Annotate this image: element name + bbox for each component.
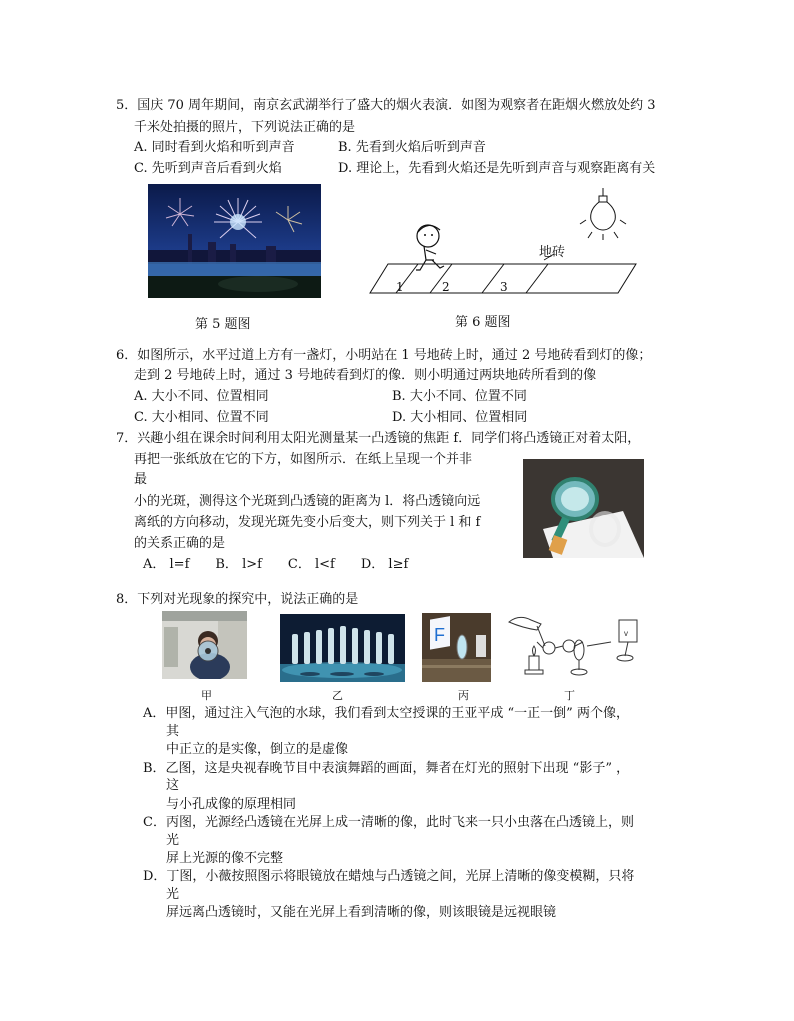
floor-tile-label: 地砖 — [539, 245, 566, 260]
q6-stem-line1: 6．如图所示，水平过道上方有一盏灯，小明站在 1 号地砖上时，通过 2 号地砖看到灯的像； — [116, 348, 652, 363]
lens-photo — [523, 459, 644, 558]
q5-stem-line1: 5．国庆 70 周年期间，南京玄武湖举行了盛大的烟火表演．如图为观察者在距烟火燃放处约 3 — [116, 98, 656, 113]
tile-number-1: 1 — [396, 280, 404, 294]
q5-option-b: B. 先看到火焰后听到声音 — [338, 140, 486, 155]
q5-option-c: C. 先听到声音后看到火焰 — [134, 161, 282, 176]
q8-option-a-line2: 其 — [166, 724, 180, 739]
svg-text:F: F — [434, 625, 445, 645]
q5-figure-caption: 第 5 题图 — [195, 317, 251, 332]
q8-option-d-line1: D．丁图，小薇按照图示将眼镜放在蜡烛与凸透镜之间，光屏上清晰的像变模糊，只将 — [143, 869, 635, 884]
q7-stem-line5: 离纸的方向移动，发现光斑先变小后变大，则下列关于 l 和 f — [134, 515, 481, 530]
q5-option-d: D. 理论上，先看到火焰还是先听到声音与观察距离有关 — [338, 161, 656, 176]
q5-option-a: A. 同时看到火焰和听到声音 — [134, 140, 295, 155]
q7-stem-line6: 的关系正确的是 — [134, 536, 226, 551]
q6-option-a: A. 大小不同、位置相同 — [134, 389, 269, 404]
q8-option-d-line3: 屏远离凸透镜时，又能在光屏上看到清晰的像，则该眼镜是远视眼镜 — [166, 905, 557, 920]
tile-number-2: 2 — [442, 280, 450, 294]
q8-stem: 8．下列对光现象的探究中，说法正确的是 — [116, 592, 359, 607]
q6-option-c: C. 大小相同、位置不同 — [134, 410, 269, 425]
q8-option-b-line3: 与小孔成像的原理相同 — [166, 797, 297, 812]
q6-option-d: D. 大小相同、位置相同 — [392, 410, 528, 425]
fireworks-photo — [148, 184, 321, 298]
figure-yi-photo — [280, 614, 405, 682]
q8-option-c-line2: 光 — [166, 833, 180, 848]
q6-figure-caption: 第 6 题图 — [455, 315, 511, 330]
q8-option-c-line1: C．丙图，光源经凸透镜在光屏上成一清晰的像，此时飞来一只小虫落在凸透镜上，则 — [143, 815, 634, 830]
q5-stem-line2: 千米处拍摄的照片，下列说法正确的是 — [134, 120, 356, 135]
figure-caption-ding: 丁 — [564, 689, 575, 702]
q7-stem-line4: 小的光斑，测得这个光斑到凸透镜的距离为 l．将凸透镜向远 — [134, 494, 481, 509]
q8-option-b-line2: 这 — [166, 778, 180, 793]
q7-stem-line1: 7．兴趣小组在课余时间利用太阳光测量某一凸透镜的焦距 f．同学们将凸透镜正对着太阳， — [116, 431, 641, 446]
q7-stem-line3: 最 — [134, 472, 148, 487]
q6-option-b: B. 大小不同、位置不同 — [392, 389, 527, 404]
q8-option-c-line3: 屏上光源的像不完整 — [166, 851, 284, 866]
q7-stem-line2: 再把一张纸放在它的下方，如图所示．在纸上呈现一个并非 — [134, 452, 473, 467]
figure-ding-diagram — [501, 612, 648, 684]
svg-text:v: v — [624, 629, 628, 638]
q6-stem-line2: 走到 2 号地砖上时，通过 3 号地砖看到灯的像．则小明通过两块地砖所看到的像 — [134, 368, 597, 383]
figure-bing-photo — [422, 613, 491, 682]
q8-option-d-line2: 光 — [166, 887, 180, 902]
figure-jia-photo — [162, 611, 247, 679]
figure-caption-yi: 乙 — [332, 689, 343, 702]
figure-caption-bing: 丙 — [458, 689, 469, 702]
q8-option-a-line1: A．甲图，通过注入气泡的水球，我们看到太空授课的王亚平成 “一正一倒” 两个像， — [143, 706, 629, 721]
q8-option-b-line1: B．乙图，这是央视春晚节目中表演舞蹈的画面，舞者在灯光的照射下出现 “影子” ， — [143, 761, 630, 776]
q8-option-a-line3: 中正立的是实像，倒立的是虚像 — [166, 742, 349, 757]
q7-options: A． l=f B． l>f C． l<f D． l≥f — [143, 557, 409, 572]
figure-caption-jia: 甲 — [201, 689, 212, 702]
tile-number-3: 3 — [500, 280, 508, 294]
